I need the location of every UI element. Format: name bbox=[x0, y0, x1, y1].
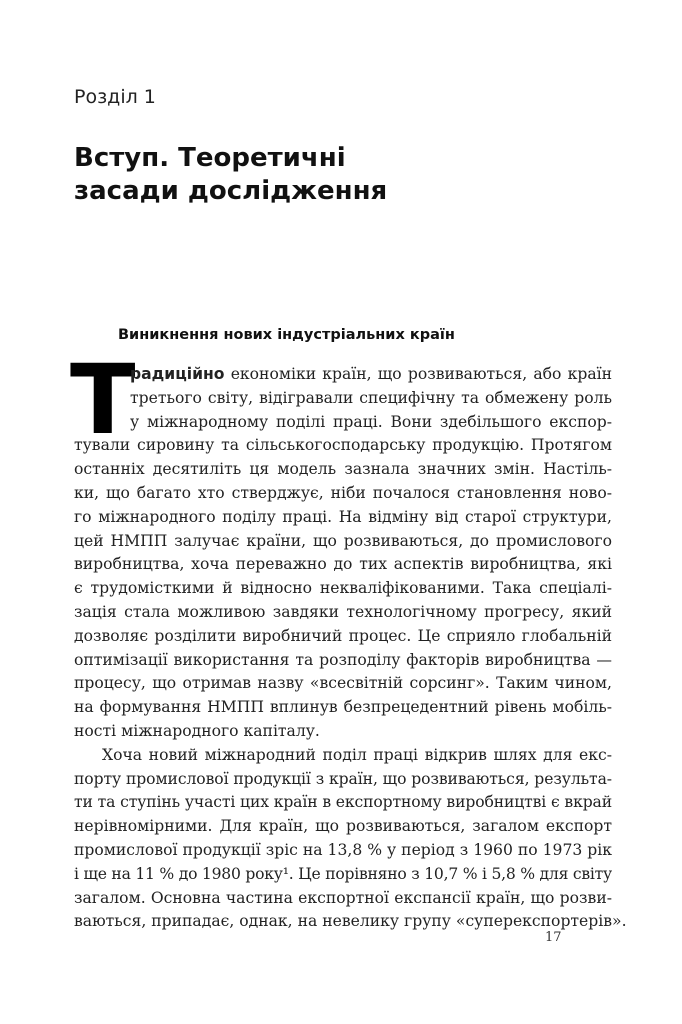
page-number: 17 bbox=[545, 930, 562, 945]
body-line-text: зація стала можливою завдяки технологічному прогресу, який bbox=[74, 602, 612, 621]
body-line-text: виробництва, хоча переважно до тих аспектів виробництва, які bbox=[74, 555, 612, 574]
body-line bbox=[74, 601, 612, 625]
body-line-text: цей НМПП залучає країни, що розвиваються, до промислового bbox=[74, 531, 612, 550]
body-line bbox=[74, 887, 612, 911]
body-line bbox=[74, 815, 612, 839]
body-line-text: Хоча новий міжнародний поділ праці відкрив шлях для екс- bbox=[102, 745, 612, 764]
body-line-text: загалом. Основна частина експортної експансії країн, що розви- bbox=[74, 888, 612, 907]
body-line bbox=[130, 363, 612, 387]
body-line bbox=[74, 649, 612, 673]
body-line bbox=[74, 839, 612, 863]
body-line-text: оптимізації використання та розподілу факторів виробництва — bbox=[74, 650, 612, 669]
section-heading: Виникнення нових індустріальних країн bbox=[118, 327, 455, 343]
body-line-text: ти та ступінь участі цих країн в експортному виробництві є вкрай bbox=[74, 793, 612, 812]
body-line-text: нерівномірними. Для країн, що розвиваються, загалом експорт bbox=[74, 817, 612, 836]
body-line bbox=[74, 458, 612, 482]
drop-cap: Т bbox=[70, 344, 136, 456]
body-line bbox=[74, 672, 612, 696]
body-line-text: ки, що багато хто стверджує, ніби почалося становлення ново- bbox=[74, 483, 612, 502]
body-line-text: у міжнародному поділі праці. Вони здебільшого експор- bbox=[130, 412, 612, 431]
body-line-text: останніх десятиліть ця модель зазнала значних змін. Настіль- bbox=[74, 460, 612, 479]
body-line-text: тували сировину та сільськогосподарську продукцію. Протягом bbox=[74, 436, 612, 455]
body-line-text: ваються, припадає, однак, на невелику групу «суперекспортерів». bbox=[74, 912, 627, 931]
body-line-text: є трудомісткими й відносно некваліфікованими. Така спеціалі- bbox=[74, 579, 612, 598]
body-line-text: на формування НМПП вплинув безпрецедентний рівень мобіль- bbox=[74, 698, 612, 717]
body-line-text: го міжнародного поділу праці. На відміну від старої структури, bbox=[74, 507, 612, 526]
body-line bbox=[74, 910, 627, 934]
body-line-text: дозволяє розділити виробничий процес. Це сприяло глобальній bbox=[74, 626, 612, 645]
body-line bbox=[74, 577, 612, 601]
body-line bbox=[130, 411, 612, 435]
body-line bbox=[74, 696, 612, 720]
chapter-title-line: Вступ. Теоретичні bbox=[74, 143, 346, 173]
body-text bbox=[74, 363, 627, 934]
body-line bbox=[130, 387, 612, 411]
body-line-text: третього світу, відігравали специфічну та обмежену роль bbox=[130, 388, 612, 407]
body-line-text: порту промислової продукції з країн, що розвиваються, результа- bbox=[74, 769, 612, 788]
chapter-title bbox=[74, 142, 387, 208]
body-line bbox=[74, 553, 612, 577]
body-line-text: економіки країн, що розвиваються, або країн bbox=[224, 365, 612, 383]
chapter-title-line: засади дослідження bbox=[74, 176, 388, 206]
body-line bbox=[74, 791, 612, 815]
chapter-label: Розділ 1 bbox=[74, 86, 156, 108]
body-line bbox=[74, 434, 612, 458]
body-line bbox=[74, 720, 612, 744]
body-line-text: промислової продукції зріс на 13,8 % у період з 1960 по 1973 рік bbox=[74, 840, 612, 859]
body-line bbox=[74, 768, 612, 792]
body-line-text: процесу, що отримав назву «всесвітній сорсинг». Таким чином, bbox=[74, 674, 612, 693]
body-line bbox=[74, 506, 612, 530]
body-line-text: і ще на 11 % до 1980 року¹. Це порівняно з 10,7 % і 5,8 % для світу bbox=[74, 864, 612, 883]
lead-in-word: радиційно bbox=[130, 365, 225, 383]
body-line bbox=[74, 625, 612, 649]
body-line-text: ності міжнародного капіталу. bbox=[74, 721, 320, 740]
body-line bbox=[74, 863, 612, 887]
body-line bbox=[74, 744, 612, 768]
body-line bbox=[74, 482, 612, 506]
body-line bbox=[74, 530, 612, 554]
